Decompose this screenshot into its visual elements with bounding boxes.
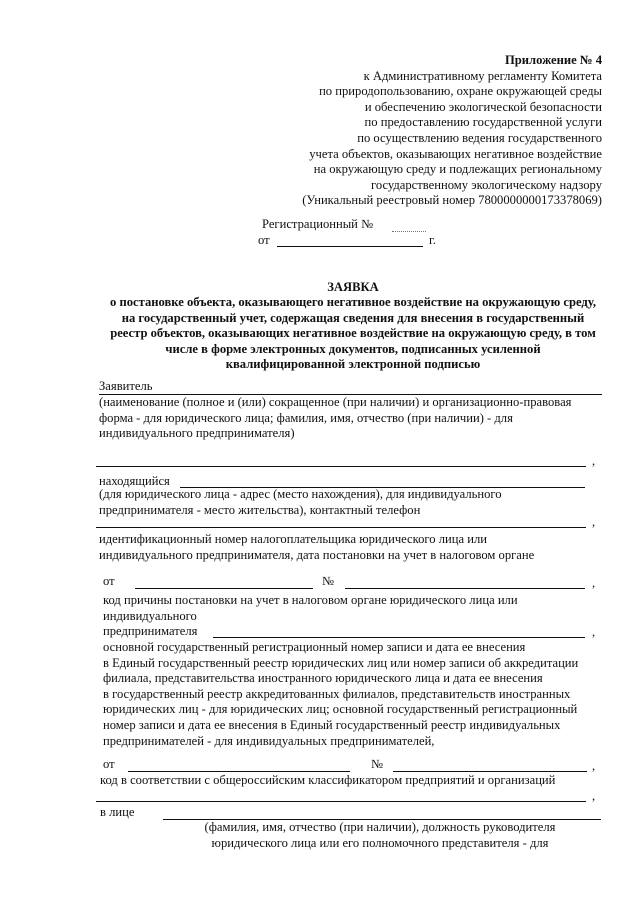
inn-date-field[interactable] (135, 588, 313, 589)
title-line: квалифицированной электронной подписью (225, 357, 481, 372)
ogrn-number-label: № (371, 757, 384, 771)
title-line: о постановке объекта, оказывающего негативное воздействие на окружающую среду, (110, 295, 596, 310)
ogrn-number-field[interactable] (393, 771, 587, 772)
registration-date-field[interactable] (277, 246, 423, 247)
comma: , (592, 625, 596, 639)
ogrn-from-label: от (103, 757, 115, 771)
applicant-hint-line: (наименование (полное и (или) сокращенное (при наличии) и организационно-правовая (99, 395, 572, 409)
ogrn-text-line: юридических лиц - для юридических лиц; основной государственный регистрационный (103, 702, 578, 717)
registration-year: г. (429, 233, 436, 247)
kpp-field[interactable] (213, 637, 585, 638)
title-line: числе в форме электронных документов, подписанных усиленной (165, 341, 541, 356)
applicant-label: Заявитель (99, 379, 153, 393)
appendix-line: (Уникальный реестровый номер 7800000000173378069) (302, 193, 602, 208)
located-label: находящийся (99, 474, 170, 488)
inn-from-label: от (103, 574, 115, 588)
okpo-field[interactable] (96, 801, 586, 802)
registration-label: Регистрационный № (262, 217, 374, 231)
title-line: реестр объектов, оказывающих негативное воздействие на окружающую среду, в том (110, 326, 596, 341)
appendix-title: Приложение № 4 (504, 53, 602, 67)
applicant-extra-field[interactable] (96, 466, 586, 467)
appendix-line: по предоставлению государственной услуги (364, 115, 602, 130)
phone-field[interactable] (96, 527, 586, 528)
ogrn-text (103, 640, 618, 749)
applicant-hint-line: индивидуального предпринимателя) (99, 426, 295, 441)
comma: , (592, 576, 596, 590)
ogrn-text-line: номер записи и дата ее внесения в Единый государственный реестр индивидуальных (103, 717, 561, 732)
kpp-text-line: код причины постановки на учет в налоговом органе юридического лица или (103, 593, 518, 607)
kpp-text (103, 593, 613, 624)
application-title (88, 280, 618, 372)
ogrn-text-line: в государственный реестр аккредитованных филиалов, представительств иностранных (103, 686, 571, 701)
inn-text-line: идентификационный номер налогоплательщика юридического лица или (99, 532, 487, 546)
title-main: ЗАЯВКА (327, 280, 379, 294)
ogrn-text-line: филиала, представительства иностранного юридического лица и дата ее внесения (103, 671, 543, 686)
person-hint (170, 820, 590, 851)
person-hint-line: (фамилия, имя, отчество (при наличии), должность руководителя (204, 820, 556, 834)
appendix-line: государственному экологическому надзору (371, 177, 602, 192)
inn-text (99, 532, 609, 563)
located-hint (99, 487, 609, 518)
comma: , (592, 515, 596, 529)
applicant-hint-line: форма - для юридического лица; фамилия, имя, отчество (при наличии) - для (99, 410, 513, 425)
registration-number-field[interactable] (392, 231, 426, 232)
kpp-text-line: индивидуального (103, 608, 197, 623)
appendix-header (270, 53, 602, 209)
appendix-line: учета объектов, оказывающих негативное воздействие (309, 146, 602, 161)
applicant-hint (99, 395, 609, 442)
appendix-line: к Административному регламенту Комитета (363, 68, 602, 83)
ogrn-date-field[interactable] (128, 771, 350, 772)
comma: , (592, 789, 596, 803)
appendix-line: и обеспечению экологической безопасности (364, 99, 602, 114)
title-line: на государственный учет, содержащая сведения для внесения в государственный (121, 310, 585, 325)
ogrn-text-line: основной государственный регистрационный номер записи и дата ее внесения (103, 640, 526, 654)
ogrn-text-line: предпринимателей - для индивидуальных предпринимателей, (103, 733, 435, 748)
person-label: в лице (100, 805, 135, 819)
kpp-last-label: предпринимателя (103, 624, 198, 638)
inn-text-line: индивидуального предпринимателя, дата постановки на учет в налоговом органе (99, 547, 535, 562)
inn-number-field[interactable] (345, 588, 585, 589)
appendix-line: по природопользованию, охране окружающей среды (319, 84, 602, 99)
inn-number-label: № (322, 574, 335, 588)
registration-from: от (258, 233, 270, 247)
appendix-line: по осуществлению ведения государственного (357, 130, 602, 145)
okpo-text: код в соответствии с общероссийским классификатором предприятий и организаций (100, 773, 556, 787)
located-hint-line: (для юридического лица - адрес (место нахождения), для индивидуального (99, 487, 502, 501)
appendix-line: на окружающую среду и подлежащих региональному (313, 162, 602, 177)
ogrn-text-line: в Единый государственный реестр юридических лиц или номер записи об аккредитации (103, 655, 579, 670)
person-hint-line: юридического лица или его полномочного представителя - для (211, 835, 549, 850)
located-hint-line: предпринимателя - место жительства), контактный телефон (99, 502, 421, 517)
comma: , (592, 454, 596, 468)
comma: , (592, 759, 596, 773)
